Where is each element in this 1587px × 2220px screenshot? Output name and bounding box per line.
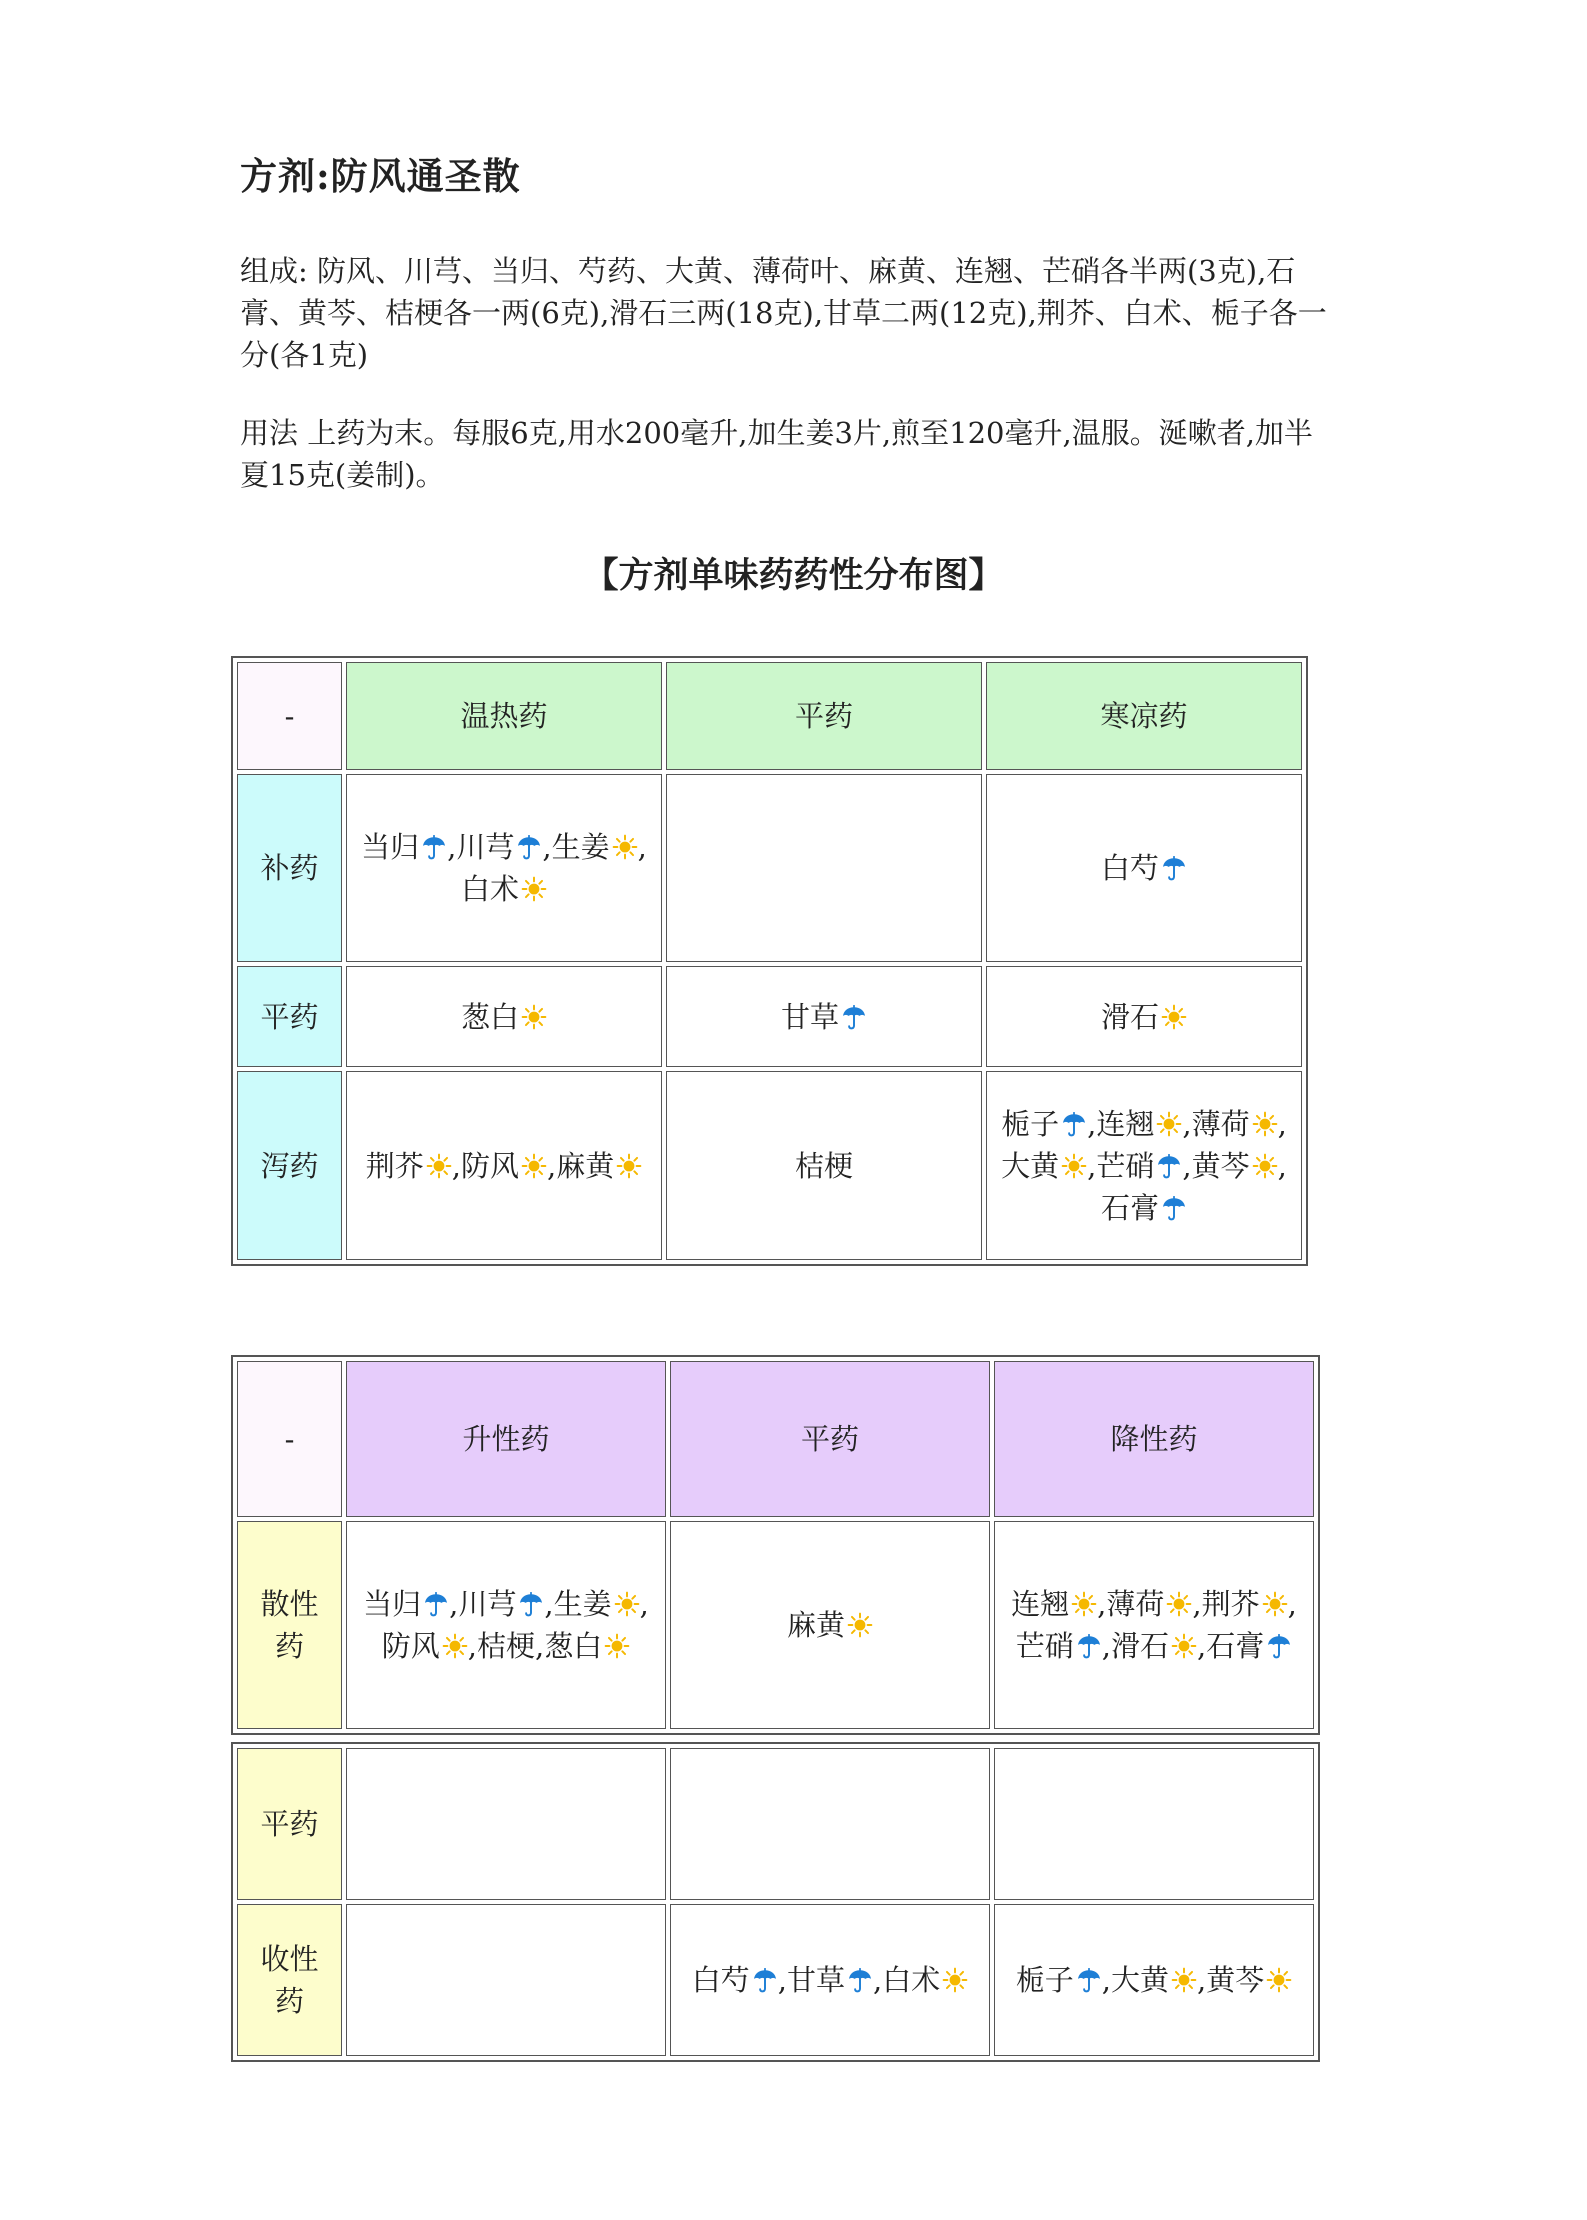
herb-cell	[346, 1904, 666, 2056]
herb-name: 麻黄	[556, 1148, 615, 1183]
umbrella-icon	[1266, 1633, 1292, 1659]
herb-name: 桔梗	[476, 1629, 535, 1663]
umbrella-icon	[752, 1967, 778, 1993]
herb-cell	[986, 774, 1302, 962]
table-corner-cell: -	[237, 662, 342, 770]
sun-icon	[1071, 1591, 1097, 1617]
umbrella-icon	[841, 1004, 867, 1030]
herb-separator: ,	[1277, 1148, 1287, 1183]
composition-text: 组成: 防风、川芎、当归、芍药、大黄、薄荷叶、麻黄、连翘、芒硝各半两(3克),石膏、黄芩、桔梗各一两(6克),滑石三两(18克),甘草二两(12克),荆芥、白术、栀子各一分(各1克)	[240, 254, 1327, 372]
herb-cell	[666, 966, 982, 1067]
sun-icon	[612, 834, 638, 860]
herb-name: 连翘	[1096, 1106, 1155, 1141]
herb-cell	[986, 1071, 1302, 1260]
header-cold-herbs: 寒凉药	[986, 662, 1302, 770]
herb-separator: ,	[1277, 1106, 1287, 1141]
umbrella-icon	[1156, 1153, 1182, 1179]
sun-icon	[1252, 1153, 1278, 1179]
sun-icon	[1166, 1591, 1192, 1617]
sun-icon	[614, 1591, 640, 1617]
row-label-neutral: 平药	[237, 1748, 342, 1900]
sun-icon	[1266, 1967, 1292, 1993]
umbrella-icon	[516, 834, 542, 860]
herb-cell	[670, 1904, 990, 2056]
herb-separator: ,	[449, 1587, 459, 1621]
row-label-dispersing: 散性药	[237, 1521, 342, 1729]
herb-name: 白术	[460, 872, 519, 906]
sun-icon	[942, 1967, 968, 1993]
herb-separator: ,	[1087, 1148, 1097, 1183]
herb-cell	[994, 1748, 1314, 1900]
herb-name: 连翘	[1011, 1587, 1070, 1621]
herb-cell	[346, 966, 662, 1067]
herb-name: 大黄	[1001, 1148, 1060, 1183]
sun-icon	[616, 1153, 642, 1179]
herb-name: 芒硝	[1096, 1148, 1155, 1183]
row-label-neutral: 平药	[237, 966, 342, 1067]
sun-icon	[521, 1153, 547, 1179]
herb-cell	[670, 1521, 990, 1729]
row-label-purgative: 泻药	[237, 1071, 342, 1260]
row-label-tonic: 补药	[237, 774, 342, 962]
herb-name: 荆芥	[1201, 1587, 1260, 1621]
header-descending-herbs: 降性药	[994, 1361, 1314, 1517]
umbrella-icon	[1061, 1111, 1087, 1137]
sun-icon	[1171, 1633, 1197, 1659]
sun-icon	[442, 1633, 468, 1659]
header-ascending-herbs: 升性药	[346, 1361, 666, 1517]
herb-name: 白芍	[1100, 851, 1159, 885]
herb-name: 栀子	[1015, 1963, 1074, 1997]
herb-separator: ,	[542, 830, 552, 864]
herb-separator: ,	[1197, 1963, 1207, 1997]
sun-icon	[604, 1633, 630, 1659]
herb-name: 薄荷	[1191, 1106, 1250, 1141]
umbrella-icon	[1161, 1195, 1187, 1221]
herb-cell	[666, 774, 982, 962]
herb-name: 甘草	[780, 999, 839, 1034]
umbrella-icon	[1076, 1633, 1102, 1659]
herb-name: 葱白	[460, 999, 519, 1034]
herb-separator: ,	[872, 1963, 883, 1997]
herb-name: 当归	[361, 830, 420, 864]
herb-name: 白术	[882, 1963, 941, 1997]
herb-name: 大黄	[1110, 1963, 1169, 1997]
umbrella-icon	[421, 834, 447, 860]
herb-name: 栀子	[1001, 1106, 1060, 1141]
herb-separator: ,	[639, 1587, 649, 1621]
herb-separator: ,	[1192, 1587, 1202, 1621]
herb-cell	[666, 1071, 982, 1260]
herb-cell	[994, 1904, 1314, 2056]
herb-cell	[346, 1521, 666, 1729]
umbrella-icon	[1161, 855, 1187, 881]
herb-name: 黄芩	[1206, 1963, 1265, 1997]
sun-icon	[1156, 1111, 1182, 1137]
herb-name: 川芎	[458, 1587, 517, 1621]
herb-name: 芒硝	[1015, 1629, 1074, 1663]
umbrella-icon	[847, 1967, 873, 1993]
sun-icon	[1171, 1967, 1197, 1993]
herb-separator: ,	[1101, 1963, 1111, 1997]
herb-name: 石膏	[1100, 1190, 1159, 1225]
herb-cell	[346, 1071, 662, 1260]
herb-name: 白芍	[691, 1963, 750, 1997]
sun-icon	[426, 1153, 452, 1179]
herb-name: 生姜	[553, 1587, 612, 1621]
sun-icon	[521, 1004, 547, 1030]
sun-icon	[847, 1612, 873, 1638]
sun-icon	[1161, 1004, 1187, 1030]
sun-icon	[521, 876, 547, 902]
herb-name: 川芎	[456, 830, 515, 864]
herb-name: 麻黄	[786, 1608, 845, 1642]
property-table-temperature	[231, 656, 1308, 1266]
herb-separator: ,	[1097, 1587, 1107, 1621]
herb-separator: ,	[1182, 1106, 1192, 1141]
header-warm-herbs: 温热药	[346, 662, 662, 770]
herb-name: 防风	[381, 1629, 440, 1663]
sun-icon	[1262, 1591, 1288, 1617]
herb-name: 防风	[460, 1148, 519, 1183]
header-neutral-herbs: 平药	[666, 662, 982, 770]
herb-name: 生姜	[551, 830, 610, 864]
herb-separator: ,	[1197, 1629, 1207, 1663]
herb-separator: ,	[451, 1148, 461, 1183]
herb-separator: ,	[534, 1629, 545, 1663]
property-table-astringent	[231, 1742, 1320, 2062]
herb-name: 滑石	[1100, 999, 1159, 1034]
herb-name: 甘草	[786, 1963, 845, 1997]
herb-separator: ,	[544, 1587, 554, 1621]
herb-name: 葱白	[544, 1629, 603, 1663]
herb-separator: ,	[1087, 1106, 1097, 1141]
header-neutral-herbs: 平药	[670, 1361, 990, 1517]
row-label-astringent: 收性药	[237, 1904, 342, 2056]
sun-icon	[1061, 1153, 1087, 1179]
herb-name: 石膏	[1206, 1629, 1265, 1663]
herb-separator: ,	[1101, 1629, 1111, 1663]
herb-name: 黄芩	[1191, 1148, 1250, 1183]
herb-separator: ,	[1182, 1148, 1192, 1183]
herb-separator: ,	[546, 1148, 557, 1183]
herb-cell	[994, 1521, 1314, 1729]
herb-name: 桔梗	[794, 1148, 853, 1183]
table-corner-cell: -	[237, 1361, 342, 1517]
section-title: 【方剂单味药药性分布图】	[583, 555, 1004, 596]
herb-separator: ,	[777, 1963, 787, 1997]
herb-name: 薄荷	[1106, 1587, 1165, 1621]
herb-name: 荆芥	[365, 1148, 424, 1183]
property-table-direction	[231, 1355, 1320, 1735]
herb-cell	[986, 966, 1302, 1067]
herb-cell	[346, 1748, 666, 1900]
herb-separator: ,	[1287, 1587, 1297, 1621]
umbrella-icon	[518, 1591, 544, 1617]
herb-separator: ,	[447, 830, 457, 864]
umbrella-icon	[1076, 1967, 1102, 1993]
herb-cell	[670, 1748, 990, 1900]
sun-icon	[1252, 1111, 1278, 1137]
umbrella-icon	[423, 1591, 449, 1617]
herb-separator: ,	[637, 830, 647, 864]
herb-name: 当归	[363, 1587, 422, 1621]
usage-text: 用法 上药为末。每服6克,用水200毫升,加生姜3片,煎至120毫升,温服。涎嗽者,加半夏15克(姜制)。	[240, 416, 1313, 492]
herb-separator: ,	[467, 1629, 477, 1663]
herb-name: 滑石	[1110, 1629, 1169, 1663]
herb-cell	[346, 774, 662, 962]
page-title: 方剂:防风通圣散	[240, 154, 521, 198]
